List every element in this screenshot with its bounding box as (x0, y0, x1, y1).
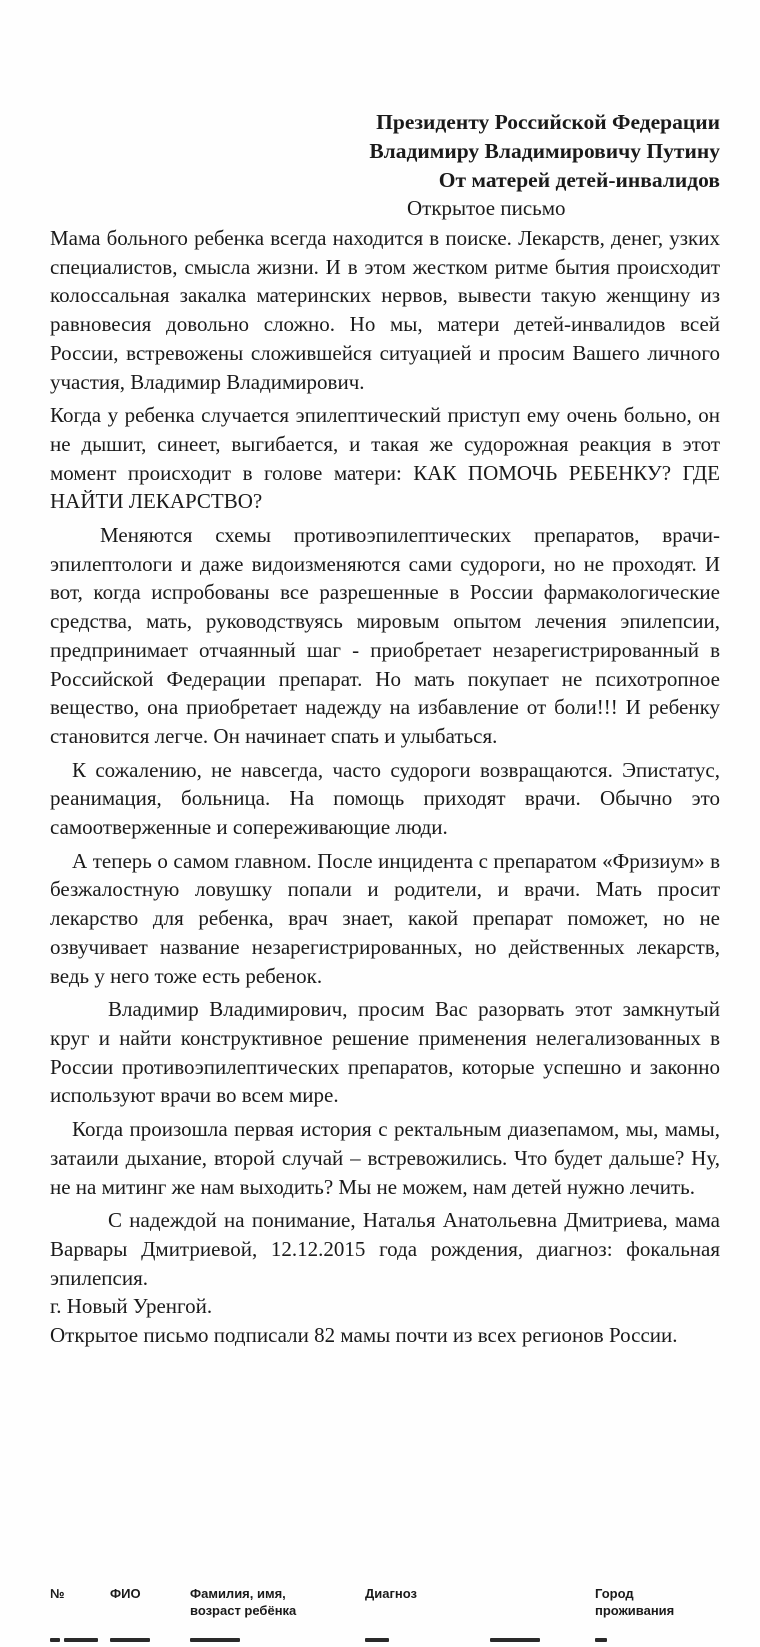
letter-body (50, 224, 720, 1350)
paragraph-signed-by: Открытое письмо подписали 82 мамы почти из всех регионов России. (50, 1323, 678, 1348)
cropped-text-fragment (64, 1638, 98, 1642)
cropped-text-fragment (190, 1638, 240, 1642)
column-header-child: Фамилия, имя, возраст ребёнка (190, 1586, 297, 1618)
paragraph-city: г. Новый Уренгой. (50, 1294, 213, 1319)
addressee-line-2: Владимиру Владимировичу Путину (369, 139, 720, 163)
column-header-city: Город проживания (595, 1586, 675, 1618)
paragraph-relapse: К сожалению, не навсегда, часто судороги возвращаются. Эпистатус, реанимация, больница. На помощь приходят врачи. Обычно это самоотверженные и сопереживающие люди. (50, 757, 720, 840)
paragraph-signature: С надеждой на понимание, Наталья Анатольевна Дмитриева, мама Варвары Дмитриевой, 12.12.2015 года рождения, диагноз: фокальная эпилепсия. (50, 1208, 720, 1290)
paragraph-request: Владимир Владимирович, просим Вас разорвать этот замкнутый круг и найти конструктивное решение применения нелегализованных в России противоэпилептических препаратов, которые успешно и законно используют врачи во всем мире. (50, 997, 720, 1108)
cropped-text-fragment (595, 1638, 607, 1642)
cropped-text-fragment (110, 1638, 150, 1642)
addressee-line-3: От матерей детей-инвалидов (438, 168, 720, 192)
column-header-fio: ФИО (110, 1586, 141, 1601)
column-header-diagnosis: Диагноз (365, 1586, 417, 1601)
addressee-block (369, 108, 720, 195)
open-letter-label: Открытое письмо (407, 196, 566, 220)
addressee-line-1: Президенту Российской Федерации (376, 110, 720, 134)
cropped-text-fragment (490, 1638, 540, 1642)
cropped-table-row (50, 1638, 710, 1647)
column-header-number: № (50, 1586, 65, 1601)
paragraph-seizure: Когда у ребенка случается эпилептический приступ ему очень больно, он не дышит, синеет, выгибается, и такая же судорожная реакция в этот момент происходит в голове матери: КАК ПОМОЧЬ РЕБЕНКУ? ГДЕ НАЙТИ ЛЕКАРСТВО? (50, 403, 720, 514)
cropped-text-fragment (50, 1638, 60, 1642)
cropped-text-fragment (365, 1638, 389, 1642)
paragraph-treatment: Меняются схемы противоэпилептических препаратов, врачи-эпилептологи и даже видоизменяются сами судороги, но не проходят. И вот, когда испробованы все разрешенные в России фармакологические средства, мать, руководствуясь мировым опытом лечения эпилепсии, предпринимает отчаянный шаг - приобретает незарегистрированный в Российской Федерации препарат. Но мать покупает не психотропное вещество, она приобретает надежду на избавление от боли!!! И ребенку становится легче. Он начинает спать и улыбаться. (50, 523, 720, 748)
paragraph-diazepam: Когда произошла первая история с ректальным диазепамом, мы, мамы, затаили дыхание, второй случай – встревожились. Что будет дальше? Ну, не на митинг же нам выходить? Мы не можем, нам детей нужно лечить. (50, 1117, 720, 1199)
paragraph-main-issue: А теперь о самом главном. После инцидента с препаратом «Фризиум» в безжалостную ловушку попали и родители, и врачи. Мать просит лекарство для ребенка, врач знает, какой препарат поможет, но не озвучивает название незарегистрированных, но действенных лекарств, ведь у него тоже есть ребенок. (50, 848, 720, 988)
signatories-table-header (50, 1585, 730, 1625)
paragraph-intro: Мама больного ребенка всегда находится в поиске. Лекарств, денег, узких специалистов, смысла жизни. И в этом жестком ритме бытия происходит колоссальная закалка материнских нервов, вывести такую женщину из равновесия довольно сложно. Но мы, матери детей-инвалидов всей России, встревожены сложившейся ситуацией и просим Вашего личного участия, Владимир Владимирович. (50, 226, 720, 394)
